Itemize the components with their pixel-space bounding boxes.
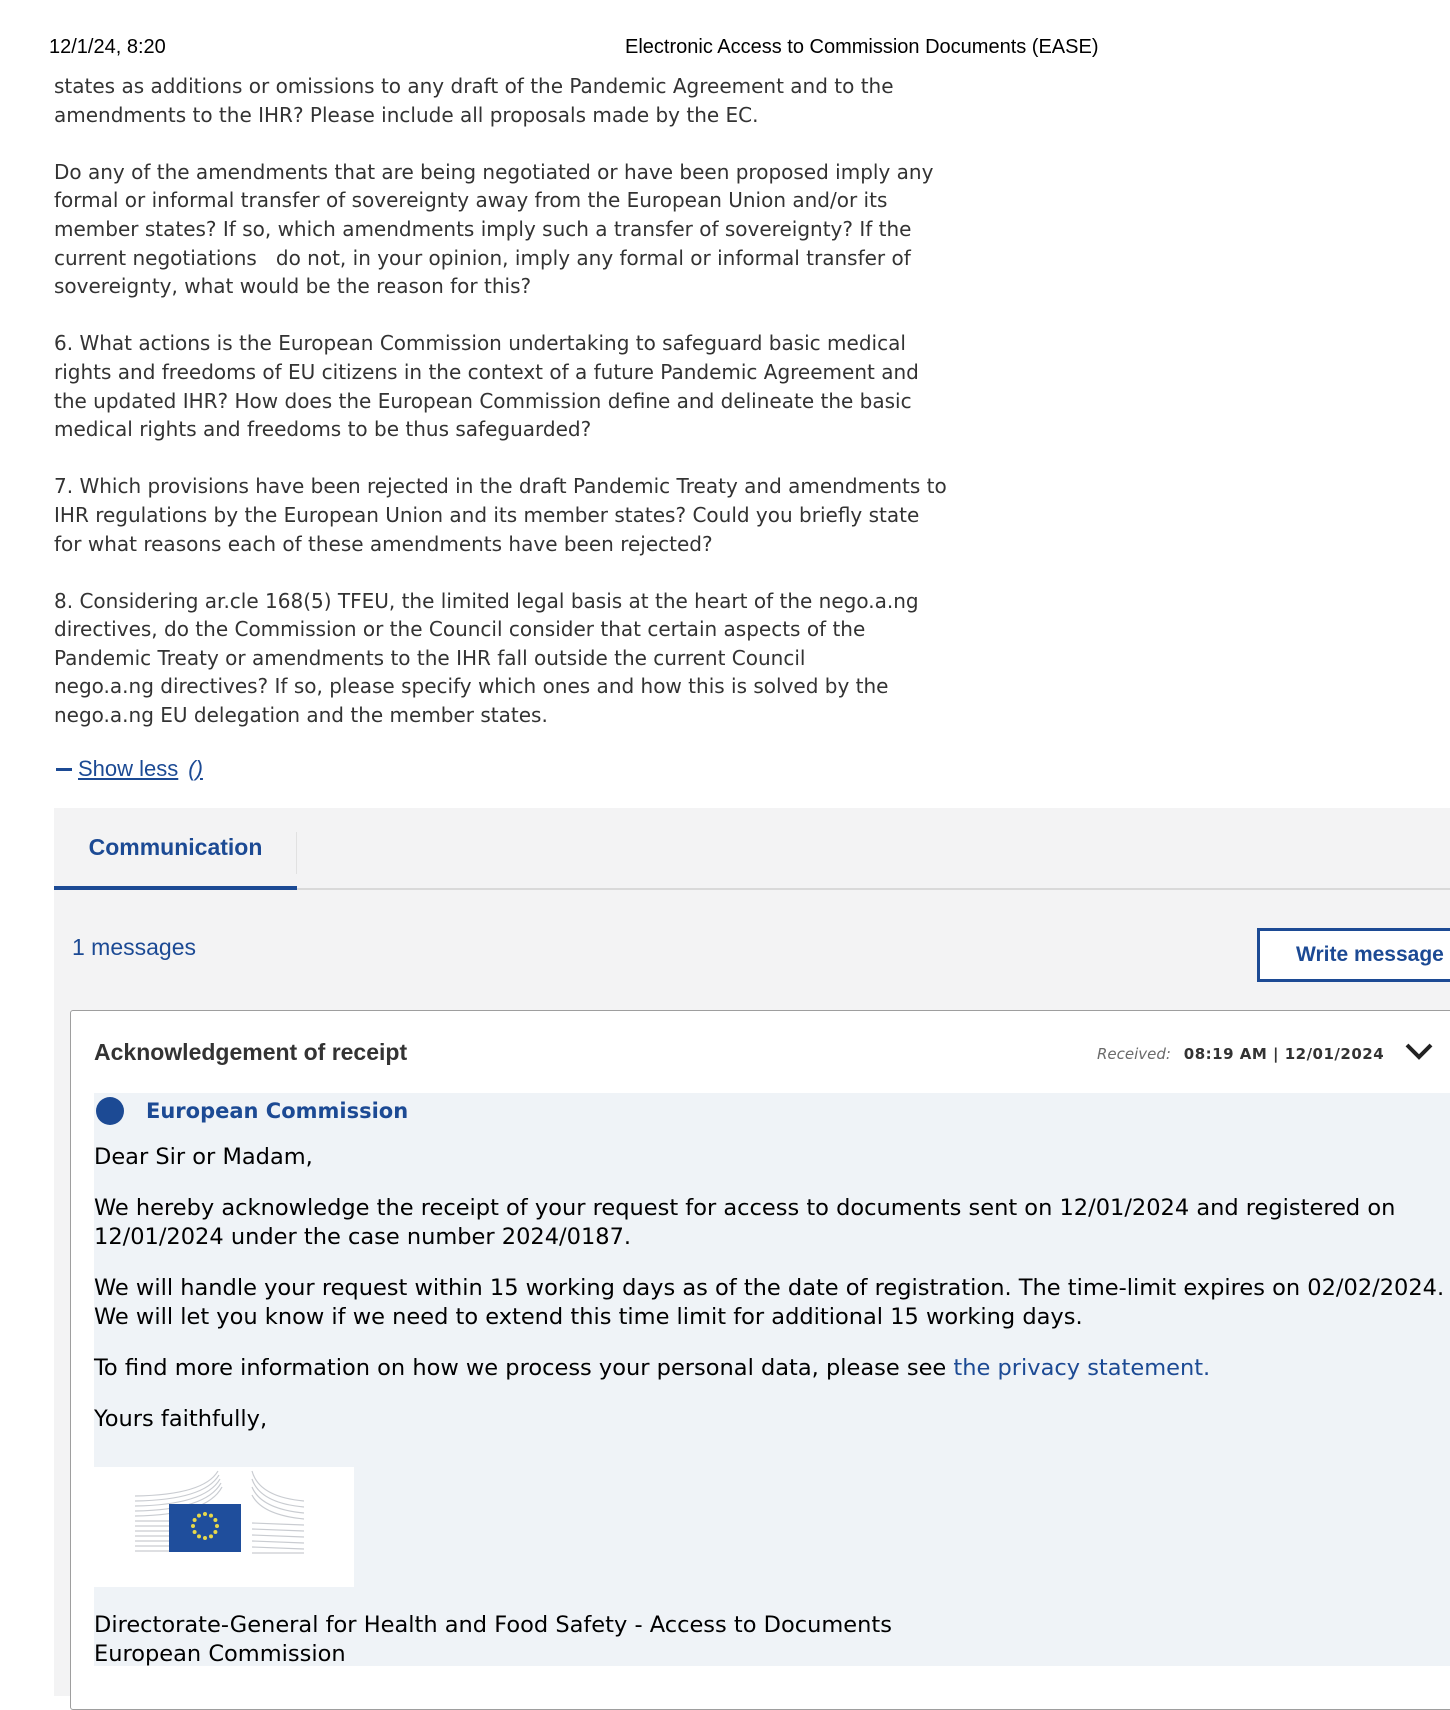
request-paragraph: 7. Which provisions have been rejected in the draft Pandemic Treaty and amendments to IHR regulations by the European Union and its member states? Could you briefly state for what reasons each of these amendments have been rejected?	[54, 474, 947, 556]
signature-line: European Commission	[94, 1641, 346, 1667]
received-timestamp	[1097, 1045, 1384, 1063]
received-value: 08:19 AM | 12/01/2024	[1183, 1045, 1385, 1063]
print-header	[0, 36, 1450, 60]
show-less-label[interactable]: Show less	[78, 756, 179, 781]
message-paragraph: We will handle your request within 15 working days as of the date of registration. The time-limit expires on 02/02/2024. We will let you know if we need to extend this time limit for additional 15 working days.	[94, 1275, 1445, 1330]
privacy-text: To find more information on how we process your personal data, please see	[94, 1355, 954, 1381]
greeting: Dear Sir or Madam,	[94, 1144, 313, 1170]
sender-name: European Commission	[146, 1099, 409, 1123]
minus-icon	[56, 768, 72, 771]
show-less-suffix[interactable]: ()	[188, 756, 203, 781]
signature-line: Directorate-General for Health and Food Safety - Access to Documents	[94, 1612, 892, 1638]
message-count: 1 messages	[72, 934, 197, 960]
request-paragraph: 6. What actions is the European Commission undertaking to safeguard basic medical rights and freedoms of EU citizens in the context of a future Pandemic Agreement and the updated IHR? How does the European Commission define and delineate the basic medical rights and freedoms to be thus safeguarded?	[54, 331, 919, 442]
request-paragraph: 8. Considering ar.cle 168(5) TFEU, the limited legal basis at the heart of the nego.a.ng directives, do the Commission or the Council consider that certain aspects of the Pandemic Treaty or amendments to the IHR fall outside the current Council nego.a.ng directives? If so, please specify which ones and how this is solved by the nego.a.ng EU delegation and the member states.	[54, 588, 919, 728]
privacy-paragraph	[94, 1354, 1450, 1383]
print-page-title: Electronic Access to Commission Documents (EASE)	[625, 36, 1099, 58]
request-paragraph: states as additions or omissions to any draft of the Pandemic Agreement and to the amendments to the IHR? Please include all proposals made by the EC.	[54, 74, 894, 127]
privacy-statement-link[interactable]: the privacy statement.	[953, 1355, 1211, 1381]
tab-communication[interactable]: Communication	[54, 808, 297, 890]
received-label: Received:	[1097, 1045, 1171, 1063]
sender-avatar-icon	[96, 1097, 124, 1125]
european-commission-logo	[94, 1467, 354, 1587]
signature	[94, 1611, 892, 1669]
message-paragraph: We hereby acknowledge the receipt of your request for access to documents sent on 12/01/2024 and registered on 12/01/2024 under the case number 2024/0187.	[94, 1195, 1396, 1250]
ec-logo-icon	[94, 1467, 354, 1587]
communication-panel	[54, 808, 1450, 1696]
request-text	[54, 72, 974, 758]
tab-bar	[54, 808, 1450, 890]
write-message-button[interactable]: Write message	[1257, 928, 1450, 982]
request-paragraph: Do any of the amendments that are being negotiated or have been proposed imply any formal or informal transfer of sovereignty away from the European Union and/or its member states? If so, which amendments imply such a transfer of sovereignty? If the current negotiations do not, in your opinion, imply any formal or informal transfer of sovereignty, what would be the reason for this?	[54, 159, 934, 299]
message-body	[94, 1093, 1450, 1666]
tab-divider	[296, 832, 297, 874]
message-card	[70, 1010, 1450, 1710]
show-less-link[interactable]	[56, 756, 203, 782]
sender	[96, 1097, 408, 1125]
chevron-down-icon[interactable]	[1404, 1039, 1434, 1063]
message-title[interactable]: Acknowledgement of receipt	[94, 1039, 408, 1065]
print-datetime: 12/1/24, 8:20	[49, 36, 166, 58]
message-text	[94, 1143, 1450, 1456]
closing: Yours faithfully,	[94, 1406, 268, 1432]
